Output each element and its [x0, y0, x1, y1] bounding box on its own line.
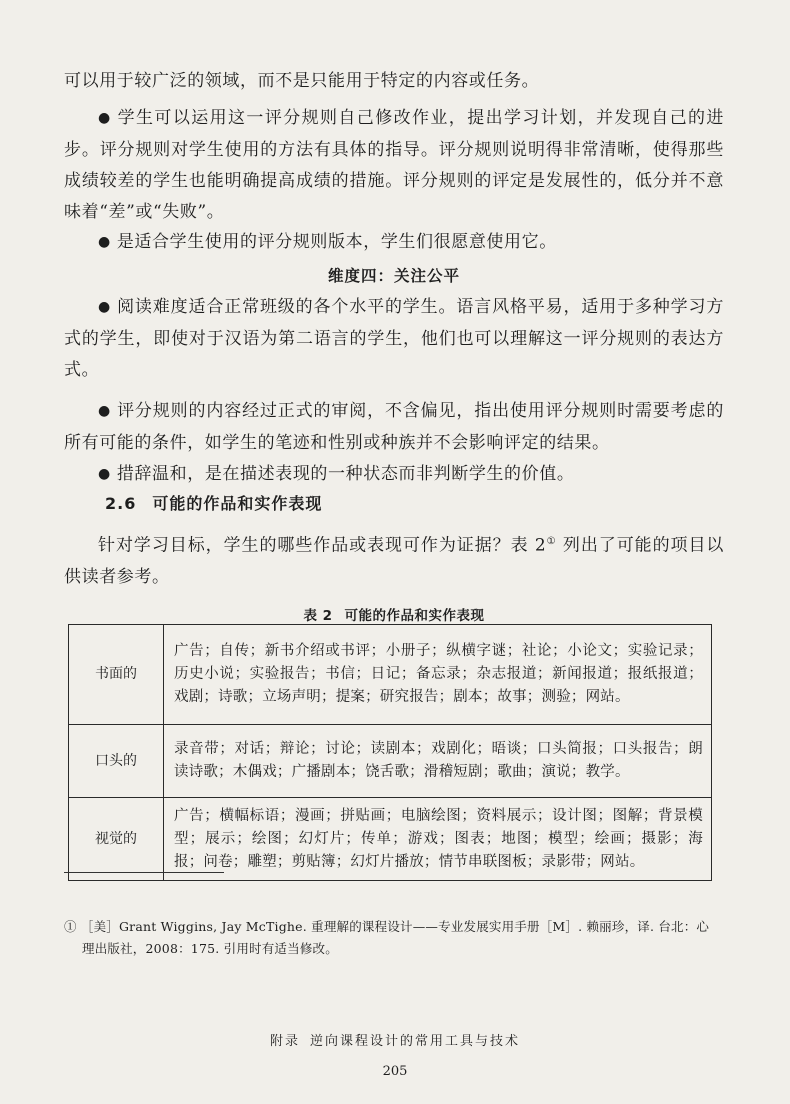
bullet-text: 措辞温和，是在描述表现的一种状态而非判断学生的价值。: [116, 464, 575, 484]
bullet-text: 阅读难度适合正常班级的各个水平的学生。语言风格平易，适用于多种学习方式的学生，即使对于汉语为第二语言的学生，他们也可以理解这一评分规则的表达方式。: [64, 297, 724, 380]
paragraph-continuation: 可以用于较广泛的领域，而不是只能用于特定的内容或任务。: [64, 71, 540, 91]
footnote: [64, 916, 724, 960]
section-title: 可能的作品和实作表现: [152, 494, 323, 513]
bullet-text: 评分规则的内容经过正式的审阅，不含偏见，指出使用评分规则时需要考虑的所有可能的条件，如学生的笔迹和性别或种族并不会影响评定的结果。: [64, 401, 724, 453]
bullet-icon: ●: [98, 110, 112, 126]
footnote-line-1: ［美］Grant Wiggins, Jay McTighe. 重理解的课程设计——专业发展实用手册［M］. 赖丽珍，译. 台北：心: [80, 919, 710, 934]
bullet-text: 学生可以运用这一评分规则自己修改作业，提出学习计划，并发现自己的进步。评分规则对学生使用的方法有具体的指导。评分规则说明得非常清晰，使得那些成绩较差的学生也能明确提高成绩的措施。评分规则的评定是发展性的，低分并不意味着“差”或“失败”。: [64, 108, 724, 222]
page-number: 205: [382, 1064, 408, 1079]
footnote-line-2: 理出版社，2008：175. 引用时有适当修改。: [82, 941, 338, 956]
table-number: 表 2: [303, 608, 333, 624]
bullet-icon: ●: [98, 234, 111, 250]
table-row: [69, 798, 712, 881]
paragraph-intro-table: [64, 526, 724, 593]
table-items-cell: 广告；横幅标语；漫画；拼贴画；电脑绘图；资料展示；设计图；图解；背景模型；展示；绘图；幻灯片；传单；游戏；图表；地图；模型；绘画；摄影；海报；问卷；雕塑；剪贴簿；幻灯片播放；情节串联图板；录影带；网站。: [164, 798, 712, 881]
footnote-divider: [64, 872, 224, 873]
section-number: 2.6: [105, 494, 137, 513]
table-row: [69, 725, 712, 798]
footnote-reference[interactable]: ①: [546, 536, 557, 547]
table-items-cell: 录音带；对话；辩论；讨论；读剧本；戏剧化；晤谈；口头简报；口头报告；朗读诗歌；木偶戏；广播剧本；饶舌歌；滑稽短剧；歌曲；演说；教学。: [164, 725, 712, 798]
table-items-cell: 广告；自传；新书介绍或书评；小册子；纵横字谜；社论；小论文；实验记录；历史小说；实验报告；书信；日记；备忘录；杂志报道；新闻报道；报纸报道；戏剧；诗歌；立场声明；提案；研究报告；剧本；故事；测验；网站。: [164, 625, 712, 725]
table-category-cell: 书面的: [69, 625, 164, 725]
table-title: 可能的作品和实作表现: [344, 608, 485, 624]
table-category-cell: 口头的: [69, 725, 164, 798]
bullet-paragraph-reading-level: [64, 292, 724, 386]
running-footer: [0, 1030, 790, 1049]
bullet-paragraph-self-revision: [64, 103, 724, 228]
bullet-icon: ●: [98, 299, 112, 315]
bullet-text: 是适合学生使用的评分规则版本，学生们很愿意使用它。: [116, 232, 557, 252]
intro-text: 针对学习目标，学生的哪些作品或表现可作为证据？表 2: [98, 535, 547, 556]
dimension-heading: 维度四：关注公平: [327, 267, 460, 285]
intro-text-after: 列出了可能的项目以供读者参考。: [64, 535, 724, 587]
footer-title: 逆向课程设计的常用工具与技术: [310, 1034, 521, 1049]
works-table: [68, 624, 712, 881]
section-heading: [105, 491, 322, 514]
table-row: [69, 625, 712, 725]
bullet-paragraph-wording: [64, 459, 724, 491]
table-caption: [64, 604, 724, 624]
footer-part: 附录: [269, 1034, 300, 1049]
table-category-cell: 视觉的: [69, 798, 164, 881]
bullet-icon: ●: [98, 403, 112, 419]
bullet-icon: ●: [98, 466, 111, 482]
bullet-paragraph-student-version: [64, 227, 724, 259]
footnote-marker: ①: [64, 919, 77, 934]
bullet-paragraph-review: [64, 396, 724, 459]
